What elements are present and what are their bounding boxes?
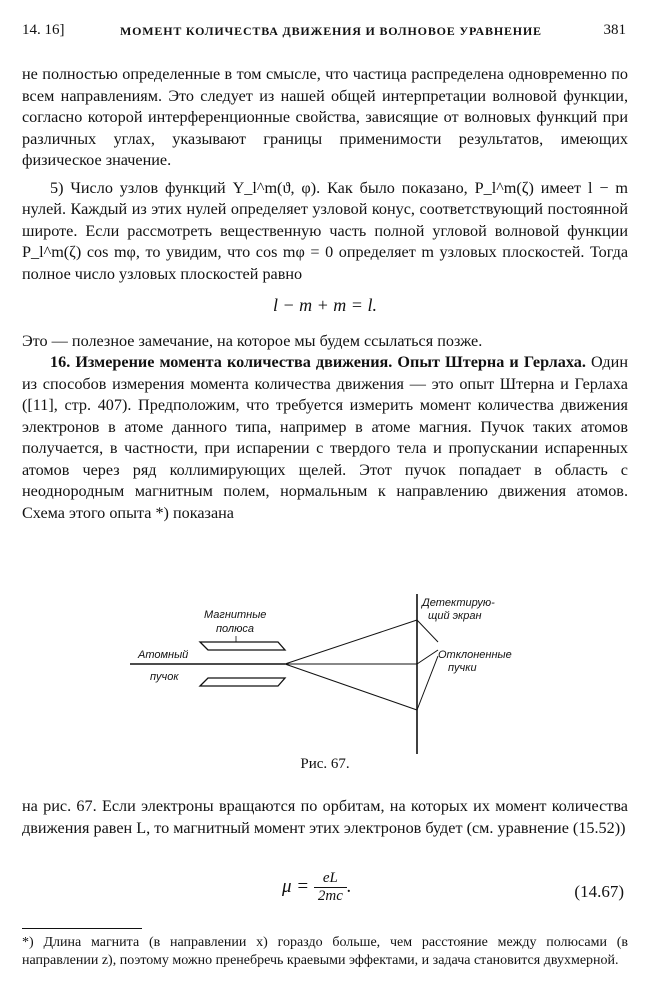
running-header [22, 22, 626, 44]
section-number: 16. [50, 353, 71, 371]
equation-body [282, 870, 352, 905]
equation-fraction [314, 870, 347, 905]
text-block-top [22, 64, 628, 524]
lower-magnetic-pole [200, 678, 285, 686]
label-screen-1: Детектирую- [422, 597, 495, 609]
leader-middle [417, 650, 438, 664]
header-title: МОМЕНТ КОЛИЧЕСТВА ДВИЖЕНИЯ И ВОЛНОВОЕ УРАВНЕНИЕ [120, 24, 542, 38]
equation-tail: . [346, 875, 352, 897]
label-beam-1: Атомный [138, 649, 189, 661]
text-block-bottom [22, 796, 628, 839]
header-section-number: 14. 16] [22, 22, 65, 38]
footnote: *) Длина магнита (в направлении x) гораздо больше, чем расстояние между полюсами (в направлении z), поэтому можно пренебречь краевыми эффектами, и задача становится двухмерной. [22, 935, 628, 968]
label-deflected-1: Отклоненные [438, 649, 512, 661]
section-title: Измерение момента количества движения. Опыт Штерна и Герлаха. [75, 353, 586, 371]
upper-magnetic-pole [200, 642, 285, 650]
paragraph-4: на рис. 67. Если электроны вращаются по орбитам, на которых их момент количества движения равен L, то магнитный момент этих электронов будет (см. уравнение (15.52)) [22, 797, 628, 837]
equation-lhs: μ = [282, 875, 310, 897]
figure-caption: Рис. 67. [300, 756, 350, 772]
label-beam-2: пучок [150, 671, 179, 683]
equation-numerator: eL [314, 870, 347, 888]
equation-number: (14.67) [574, 882, 624, 901]
paragraph-1: не полностью определенные в том смысле, что частица распределена одновременно по всем направлениям. Это следует из нашей общей интерпретации волновой функции, согласно которой интерференционные свойства, зависящие от волновых функций при различных углах, указывают границы применимости результатов, имеющих физическое значение. [22, 65, 628, 169]
leader-upper [417, 620, 438, 642]
equation-14-67 [22, 870, 628, 920]
section-16 [22, 352, 628, 524]
formula-node-count: l − m + m = l. [273, 295, 377, 315]
footnote-rule [22, 928, 142, 929]
label-poles-1: Магнитные [204, 609, 267, 621]
leader-lower [417, 656, 438, 710]
label-poles-2: полюса [216, 623, 255, 635]
stern-gerlach-diagram [120, 592, 540, 762]
label-deflected-2: пучки [448, 662, 477, 674]
equation-denominator: 2mc [317, 888, 343, 904]
section-16-text: Один из способов измерения момента количества движения — это опыт Штерна и Герлаха ([11], стр. 407). Предположим, что требуется измерить момент количества движения электронов в атоме данного типа, например в атоме магния. Пучок таких атомов получается, в частности, при испарении с твердого тела и пропускании испаренных атомов через ряд коллимирующих щелей. Этот пучок попадает в область с неоднородным магнитным полем, нормальным к направлению движения атомов. Схема этого опыта *) показана [22, 353, 628, 522]
deflected-beam-upper [285, 620, 417, 664]
paragraph-2: 5) Число узлов функций Y_l^m(ϑ, φ). Как было показано, P_l^m(ζ) имеет l − m нулей. Каждый из этих нулей определяет узловой конус, соответствующий постоянной широте. Если рассмотреть вещественную часть полной угловой волновой функции P_l^m(ζ) cos mφ, то увидим, что cos mφ = 0 определяет m узловых плоскостей. Тогда полное число узловых плоскостей равно [22, 178, 628, 283]
label-screen-2: щий экран [428, 610, 482, 622]
paragraph-3: Это — полезное замечание, на которое мы будем ссылаться позже. [22, 331, 483, 350]
deflected-beam-lower [285, 664, 417, 710]
page-number: 381 [603, 22, 626, 38]
